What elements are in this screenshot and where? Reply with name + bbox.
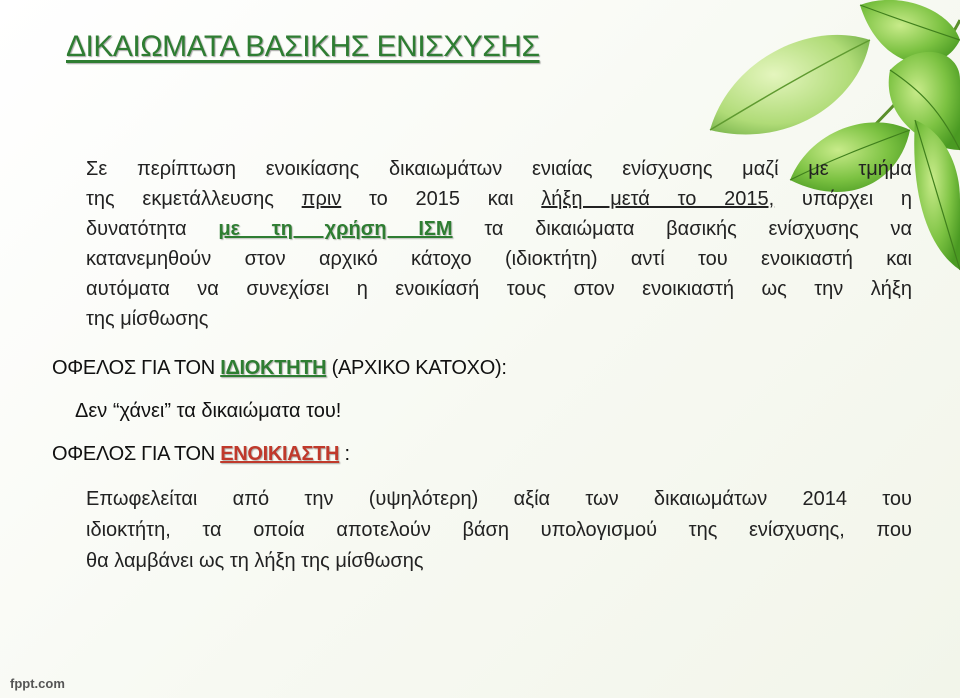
intro-text: τα δικαιώματα βασικής ενίσχυσης να	[484, 218, 913, 240]
tenant-line: θα λαμβάνει ως τη λήξη της μίσθωσης	[86, 550, 424, 572]
owner-benefit-heading	[52, 357, 507, 380]
tenant-highlight: ΕΝΟΙΚΙΑΣΤΗ	[220, 443, 340, 465]
tenant-benefit-heading	[52, 443, 350, 466]
before-underline: πριν	[301, 188, 342, 210]
expiry-underline: λήξη μετά το 2015,	[541, 188, 775, 210]
intro-text: δυνατότητα	[86, 218, 187, 240]
page-title: ΔΙΚΑΙΩΜΑΤΑ ΒΑΣΙΚΗΣ ΕΝΙΣΧΥΣΗΣ	[66, 30, 540, 63]
heading-prefix: ΟΦΕΛΟΣ ΓΙΑ ΤΟΝ	[52, 357, 215, 379]
intro-paragraph	[86, 154, 912, 334]
intro-text: το 2015 και	[369, 188, 514, 210]
footer-watermark: fppt.com	[10, 676, 65, 691]
owner-benefit-text: Δεν “χάνει” τα δικαιώματα του!	[75, 400, 342, 422]
intro-line	[86, 184, 912, 214]
intro-text: της εκμετάλλευσης	[86, 188, 274, 210]
tenant-benefit-paragraph	[86, 484, 912, 577]
ism-highlight: με τη χρήση ΙΣΜ	[218, 218, 453, 240]
intro-line: Σε περίπτωση ενοικίασης δικαιωμάτων ενιαίας ενίσχυσης μαζί με τμήμα	[86, 158, 912, 180]
intro-line	[86, 214, 912, 244]
heading-suffix: :	[344, 443, 350, 465]
owner-highlight: ΙΔΙΟΚΤΗΤΗ	[220, 357, 327, 379]
heading-suffix: (ΑΡΧΙΚΟ ΚΑΤΟΧΟ):	[331, 357, 507, 379]
intro-line: αυτόματα να συνεχίσει η ενοικίασή τους στον ενοικιαστή ως την λήξη	[86, 278, 912, 300]
intro-text: υπάρχει η	[801, 188, 913, 210]
tenant-line: ιδιοκτήτη, τα οποία αποτελούν βάση υπολογισμού της ενίσχυσης, που	[86, 519, 912, 541]
intro-line: της μίσθωσης	[86, 308, 209, 330]
intro-line: κατανεμηθούν στον αρχικό κάτοχο (ιδιοκτήτη) αντί του ενοικιαστή και	[86, 248, 912, 270]
tenant-line: Επωφελείται από την (υψηλότερη) αξία των δικαιωμάτων 2014 του	[86, 488, 912, 510]
heading-prefix: ΟΦΕΛΟΣ ΓΙΑ ΤΟΝ	[52, 443, 215, 465]
